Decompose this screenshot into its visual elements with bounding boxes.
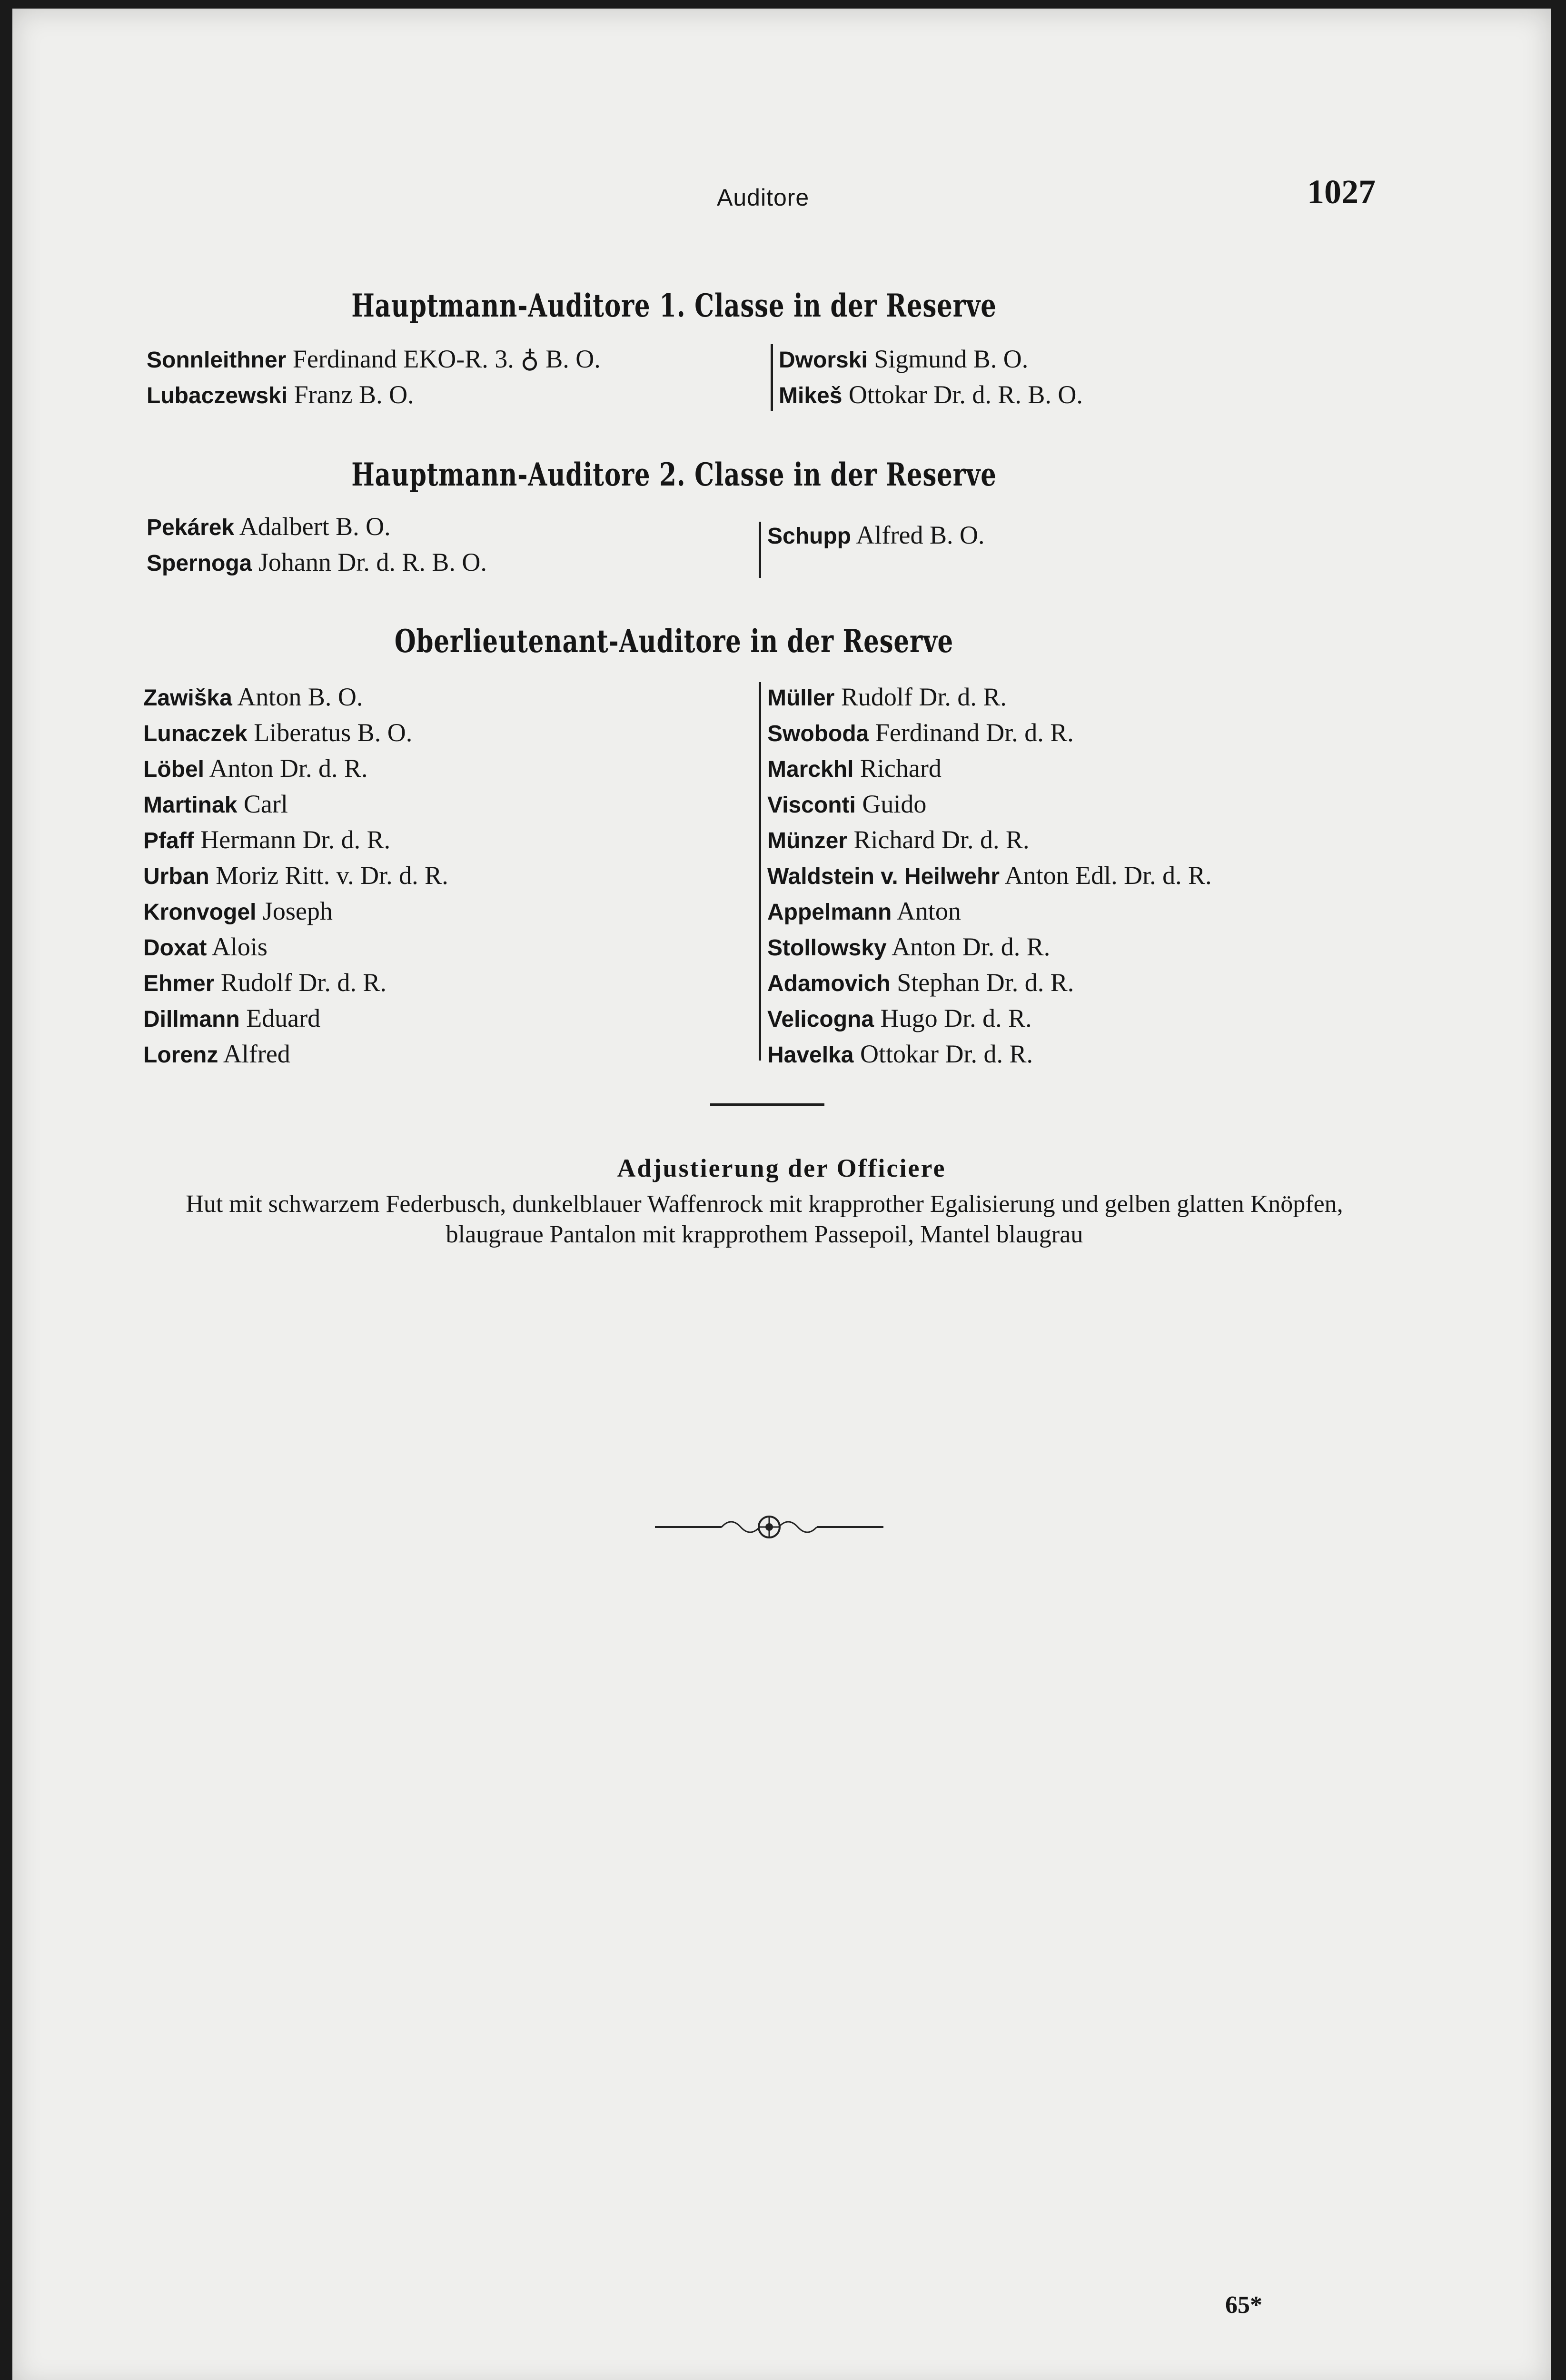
section-heading: Hauptmann-Auditore 2. Classe in der Reserve [351, 456, 997, 493]
entry-details: Moriz Ritt. v. Dr. d. R. [216, 861, 448, 890]
entry-details: Joseph [262, 897, 333, 925]
surname: Martinak [143, 793, 238, 818]
column-divider [759, 522, 761, 578]
surname: Dillmann [143, 1007, 240, 1032]
adjustierung-title: Adjustierung der Officiere [617, 1154, 946, 1182]
entry-details: Ferdinand EKO-R. 3. ♁ B. O. [292, 345, 601, 373]
list-item [143, 823, 448, 858]
list-item [767, 1037, 1212, 1072]
ornament-icon [655, 1513, 883, 1541]
entry-details: Sigmund B. O. [874, 345, 1029, 373]
surname: Mikeš [779, 383, 842, 408]
list-item [767, 1001, 1212, 1037]
surname: Löbel [143, 757, 204, 782]
section-heading: Hauptmann-Auditore 1. Classe in der Reserve [351, 287, 997, 324]
surname: Adamovich [767, 971, 891, 996]
list-item [767, 518, 984, 554]
entry-details: Ottokar Dr. d. R. B. O. [848, 380, 1083, 409]
list-item [767, 715, 1212, 751]
surname: Lubaczewski [147, 383, 288, 408]
list-item [767, 787, 1212, 823]
surname: Swoboda [767, 721, 869, 746]
surname: Spernoga [147, 551, 252, 576]
surname: Doxat [143, 935, 207, 961]
list-item [143, 787, 448, 823]
list-item [143, 751, 448, 787]
surname: Urban [143, 864, 209, 889]
entry-details: Rudolf Dr. d. R. [220, 968, 387, 997]
surname: Stollowsky [767, 935, 887, 961]
running-title: Auditore [717, 184, 810, 211]
section-2-right-column [767, 518, 984, 554]
entry-details: Alois [211, 932, 268, 961]
surname: Pekárek [147, 515, 235, 540]
surname: Zawiška [143, 685, 232, 711]
entry-details: Alfred [223, 1040, 290, 1068]
entry-details: Stephan Dr. d. R. [897, 968, 1074, 997]
entry-details: Hermann Dr. d. R. [200, 825, 391, 854]
separator-rule [710, 1103, 824, 1106]
adjustierung-text: Hut mit schwarzem Federbusch, dunkelblauer Waffenrock mit krapprother Egalisierung und gelben glatten Knöpfen, blaugraue Pantalon mit krapprothem Passepoil, Mantel blaugrau [186, 1190, 1343, 1248]
list-item [767, 858, 1212, 894]
entry-details: Anton B. O. [237, 683, 363, 711]
surname: Ehmer [143, 971, 215, 996]
list-item [143, 680, 448, 715]
entry-details: Ottokar Dr. d. R. [860, 1040, 1033, 1068]
list-item [767, 965, 1212, 1001]
surname: Havelka [767, 1042, 854, 1068]
column-divider [759, 682, 761, 1061]
surname: Schupp [767, 524, 851, 549]
entry-details: Carl [243, 790, 288, 818]
entry-details: Richard [860, 754, 942, 783]
list-item [143, 894, 448, 930]
list-item [779, 342, 1083, 377]
entry-details: Alfred B. O. [856, 521, 985, 549]
list-item [147, 509, 487, 545]
list-item [143, 858, 448, 894]
entry-details: Rudolf Dr. d. R. [841, 683, 1007, 711]
entry-details: Johann Dr. d. R. B. O. [258, 548, 487, 576]
surname: Müller [767, 685, 835, 711]
list-item [143, 965, 448, 1001]
section-1-left-column [147, 342, 601, 413]
surname: Kronvogel [143, 900, 257, 925]
list-item [767, 751, 1212, 787]
entry-details: Guido [862, 790, 927, 818]
surname: Pfaff [143, 828, 194, 853]
surname: Waldstein v. Heilwehr [767, 864, 1000, 889]
list-item [147, 545, 487, 581]
entry-details: Franz B. O. [294, 380, 414, 409]
list-item [143, 1037, 448, 1072]
entry-details: Adalbert B. O. [239, 512, 391, 541]
sheet-number: 65* [1225, 2291, 1262, 2319]
list-item [143, 715, 448, 751]
entry-details: Anton [896, 897, 961, 925]
list-item [779, 377, 1083, 413]
page-number: 1027 [1307, 173, 1376, 211]
list-item [767, 823, 1212, 858]
surname: Dworski [779, 347, 868, 373]
surname: Lorenz [143, 1042, 218, 1068]
surname: Lunaczek [143, 721, 248, 746]
section-heading: Oberlieutenant-Auditore in der Reserve [394, 623, 954, 660]
surname: Sonnleithner [147, 347, 287, 373]
list-item [767, 894, 1212, 930]
list-item [147, 342, 601, 377]
list-item [143, 930, 448, 965]
surname: Appelmann [767, 900, 892, 925]
list-item [147, 377, 601, 413]
section-3-left-column [143, 680, 448, 1072]
entry-details: Liberatus B. O. [254, 718, 413, 747]
list-item [767, 680, 1212, 715]
list-item [767, 930, 1212, 965]
document-page [12, 9, 1551, 2380]
entry-details: Eduard [246, 1004, 321, 1032]
surname: Marckhl [767, 757, 854, 782]
list-item [143, 1001, 448, 1037]
entry-details: Hugo Dr. d. R. [880, 1004, 1032, 1032]
entry-details: Anton Dr. d. R. [209, 754, 368, 783]
column-divider [771, 344, 773, 411]
surname: Münzer [767, 828, 847, 853]
entry-details: Ferdinand Dr. d. R. [875, 718, 1074, 747]
section-3-right-column [767, 680, 1212, 1072]
entry-details: Anton Dr. d. R. [892, 932, 1051, 961]
surname: Visconti [767, 793, 856, 818]
surname: Velicogna [767, 1007, 874, 1032]
section-2-left-column [147, 509, 487, 581]
entry-details: Anton Edl. Dr. d. R. [1004, 861, 1212, 890]
entry-details: Richard Dr. d. R. [853, 825, 1030, 854]
section-1-right-column [779, 342, 1083, 413]
